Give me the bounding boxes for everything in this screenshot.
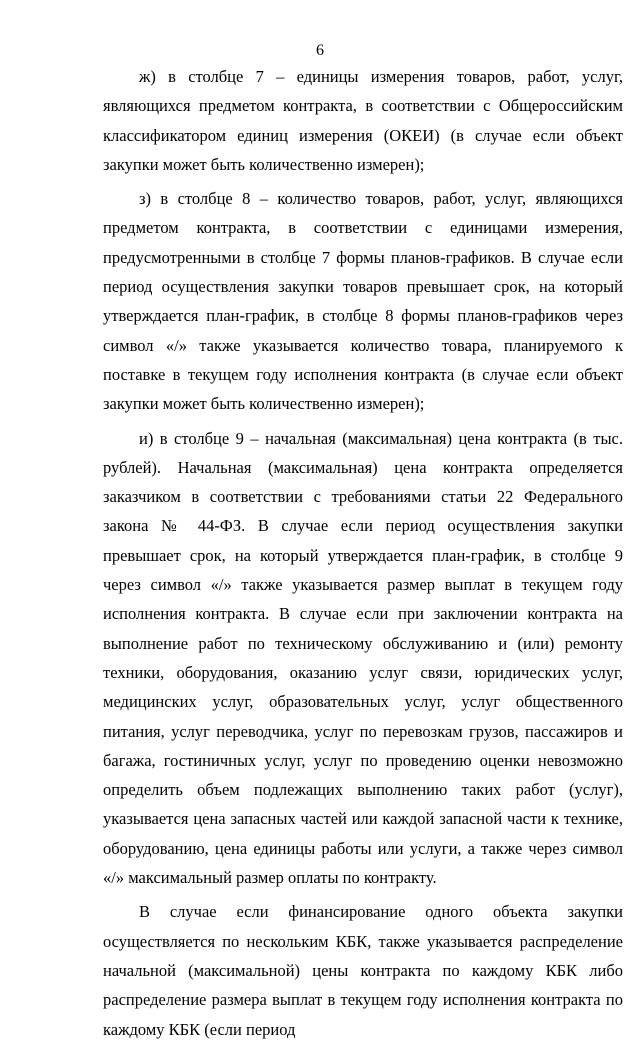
paragraph-kbk-financing: В случае если финансирование одного объекта закупки осуществляется по нескольким КБК, также указывается распределение начальной (максимальной) цены контракта по каждому КБК либо распределение размера выплат в текущем году исполнения контракта по каждому КБК (если период — [103, 902, 623, 1039]
page-number: 6 — [316, 42, 324, 59]
document-body — [103, 62, 623, 1049]
paragraph-column-9: и) в столбце 9 – начальная (максимальная) цена контракта (в тыс. рублей). Начальная (максимальная) цена контракта определяется заказчиком в соответствии с требованиями статьи 22 Федерального закона № 44-ФЗ. В случае если период осуществления закупки превышает срок, на который утверждается план-график, в столбце 9 через символ «/» также указывается размер выплат в текущем году исполнения контракта. В случае если при заключении контракта на выполнение работ по техническому обслуживанию и (или) ремонту техники, оборудования, оказанию услуг связи, юридических услуг, медицинских услуг, образовательных услуг, услуг общественного питания, услуг переводчика, услуг по перевозкам грузов, пассажиров и багажа, гостиничных услуг, услуг по проведению оценки невозможно определить объем подлежащих выполнению таких работ (услуг), указывается цена запасных частей или каждой запасной части к технике, оборудованию, цена единицы работы или услуги, а также через символ «/» максимальный размер оплаты по контракту. — [103, 428, 623, 888]
paragraph-column-7: ж) в столбце 7 – единицы измерения товаров, работ, услуг, являющихся предметом контракта, в соответствии с Общероссийским классификатором единиц измерения (ОКЕИ) (в случае если объект закупки может быть количественно измерен); — [103, 67, 623, 174]
paragraph-column-8: з) в столбце 8 – количество товаров, работ, услуг, являющихся предметом контракта, в соответствии с единицами измерения, предусмотренными в столбце 7 формы планов-графиков. В случае если период осуществления закупки товаров превышает срок, на который утверждается план-график, в столбце 8 формы планов-графиков через символ «/» также указывается количество товара, планируемого к поставке в текущем году исполнения контракта (в случае если объект закупки может быть количественно измерен); — [103, 189, 623, 414]
